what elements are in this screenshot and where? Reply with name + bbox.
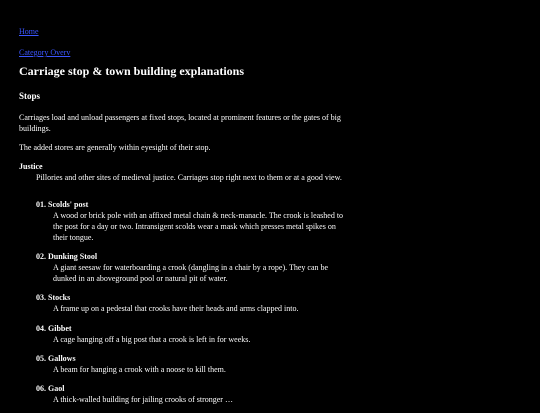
- intro-paragraph: Carriages load and unload passengers at fixed stops, located at prominent features or the gates of big buildings.: [19, 113, 341, 134]
- section-heading-stops: Stops: [19, 90, 41, 101]
- page-content: [19, 26, 345, 413]
- item-description: A wood or brick pole with an affixed metal chain & neck-manacle. The crook is leashed to the post for a day or two. Intransigent scolds wear a mask which presses metal spikes on their tongue.: [53, 211, 344, 243]
- justice-list: [19, 161, 345, 183]
- item-term: 02. Dunking Stool: [36, 252, 98, 262]
- stores-paragraph: The added stores are generally within eyesight of their stop.: [19, 143, 211, 153]
- item-description: A thick-walled building for jailing crooks of stronger …: [53, 394, 233, 404]
- home-link[interactable]: Home: [19, 27, 39, 36]
- item-term: 05. Gallows: [36, 353, 76, 363]
- justice-items-list: [19, 199, 345, 404]
- item-term: 03. Stocks: [36, 293, 71, 303]
- item-description: A frame up on a pedestal that crooks have their heads and arms clapped into.: [53, 304, 299, 314]
- item-term: 06. Gaol: [36, 383, 65, 393]
- category-overview-link[interactable]: Category Overv: [19, 48, 71, 58]
- item-term: 01. Scolds' post: [36, 200, 89, 210]
- item-term: 04. Gibbet: [36, 323, 72, 333]
- page-title: Carriage stop & town building explanations: [19, 64, 245, 79]
- justice-term: Justice: [19, 162, 43, 172]
- item-description: A cage hanging off a big post that a crook is left in for weeks.: [53, 334, 251, 344]
- item-description: A giant seesaw for waterboarding a crook (dangling in a chair by a rope). They can be dunked in an aboveground pool or natural pit of water.: [53, 263, 329, 284]
- justice-description: Pillories and other sites of medieval justice. Carriages stop right next to them or at a good view.: [36, 173, 342, 183]
- item-description: A beam for hanging a crook with a noose to kill them.: [53, 364, 226, 374]
